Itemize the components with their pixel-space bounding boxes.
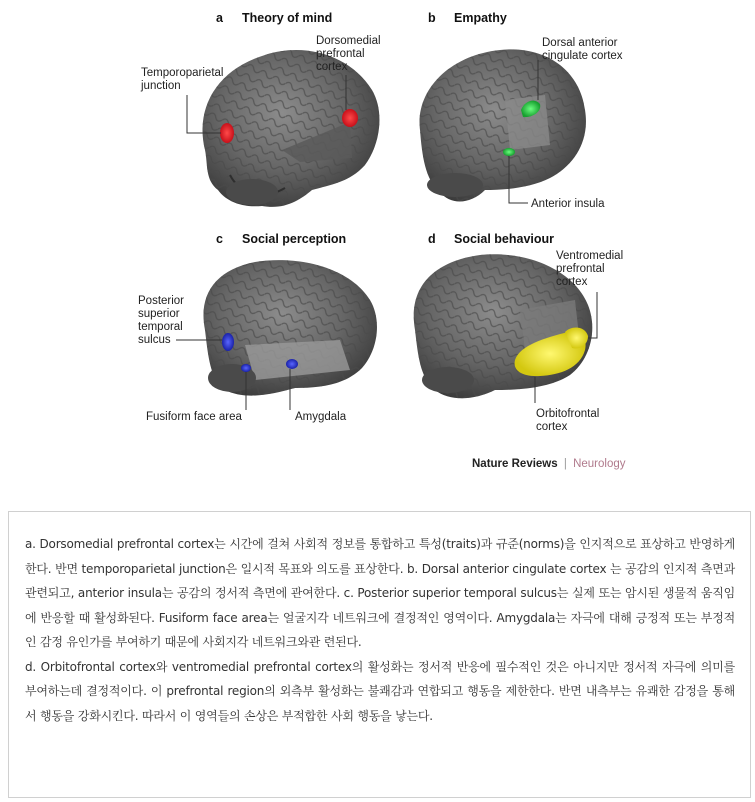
- caption-paragraph-abc: a. Dorsomedial prefrontal cortex는 시간에 걸쳐 사회적 정보를 통합하고 특성(traits)과 규준(norms)을 인지적으로 표상하고 반영하게 한다. 반면 temporoparietal junction은 일시적 목표와 의도를 표상한다. b. Dorsal anterior cingulate cortex 는 공감의 인지적 측면과 관련되고, anterior insula는 공감의 정서적 측면에 관여한다. c. Posterior superior temporal sulcus는 실제 또는 암시된 생물적 움직임에 반응할 때 활성화된다. Fusiform face area는 얼굴지각 네트워크에 결정적인 영역이다. Amygdala는 자극에 대해 긍정적 또는 부정적인 감정 유인가를 부여하기 때문에 사회지각 네트워크와관 련된다.: [25, 537, 735, 649]
- panel-b-title: Empathy: [454, 11, 507, 25]
- caption-text: [25, 532, 735, 728]
- caption-paragraph-d: d. Orbitofrontal cortex와 ventromedial prefrontal cortex의 활성화는 정서적 반응에 필수적인 것은 아니지만 정서적 자극에 의미를 부여하는데 결정적이다. 이 prefrontal region의 외측부 활성화는 불쾌감과 연합되고 행동을 제한한다. 반면 내측부는 유쾌한 감정을 통해서 행동을 강화시킨다. 따라서 이 영역들의 손상은 부적합한 사회 행동을 낳는다.: [25, 659, 735, 723]
- label-amygdala: Amygdala: [295, 411, 347, 423]
- anterior-insula-activation: [503, 148, 515, 156]
- panel-d: [414, 232, 627, 433]
- panel-a: [140, 11, 384, 207]
- caption-box: [8, 511, 751, 798]
- panel-c: [138, 232, 377, 423]
- panel-c-title: Social perception: [242, 232, 347, 246]
- label-fusiform-face-area: Fusiform face area: [146, 411, 242, 423]
- panel-c-letter: c: [216, 232, 223, 246]
- dorsomedial-prefrontal-activation: [342, 109, 358, 127]
- panel-a-letter: a: [216, 11, 223, 25]
- panel-a-title: Theory of mind: [242, 11, 333, 25]
- label-ventromedial-prefrontal-cortex: Ventromedial prefrontal cortex: [556, 250, 624, 288]
- temporoparietal-junction-activation: [220, 123, 234, 143]
- brain-b: [420, 49, 586, 201]
- panel-b-letter: b: [428, 11, 436, 25]
- panel-d-title: Social behaviour: [454, 232, 555, 246]
- label-dorsomedial-prefrontal-cortex: Dorsomedial prefrontal cortex: [316, 35, 381, 73]
- fusiform-face-area-activation: [241, 364, 251, 372]
- posterior-sts-activation: [222, 333, 234, 351]
- amygdala-activation: [286, 359, 298, 369]
- label-temporoparietal-junction: Temporoparietal junction: [141, 67, 224, 92]
- label-orbitofrontal-cortex: Orbitofrontal cortex: [536, 408, 600, 433]
- panel-b: [420, 11, 623, 210]
- figure-credit: Nature Reviews | Neurology: [472, 458, 626, 470]
- label-posterior-superior-temporal-sulcus: Posterior superior temporal sulcus: [138, 295, 185, 346]
- panel-d-letter: d: [428, 232, 436, 246]
- label-dorsal-anterior-cingulate-cortex: Dorsal anterior cingulate cortex: [542, 37, 623, 62]
- label-anterior-insula: Anterior insula: [531, 198, 605, 210]
